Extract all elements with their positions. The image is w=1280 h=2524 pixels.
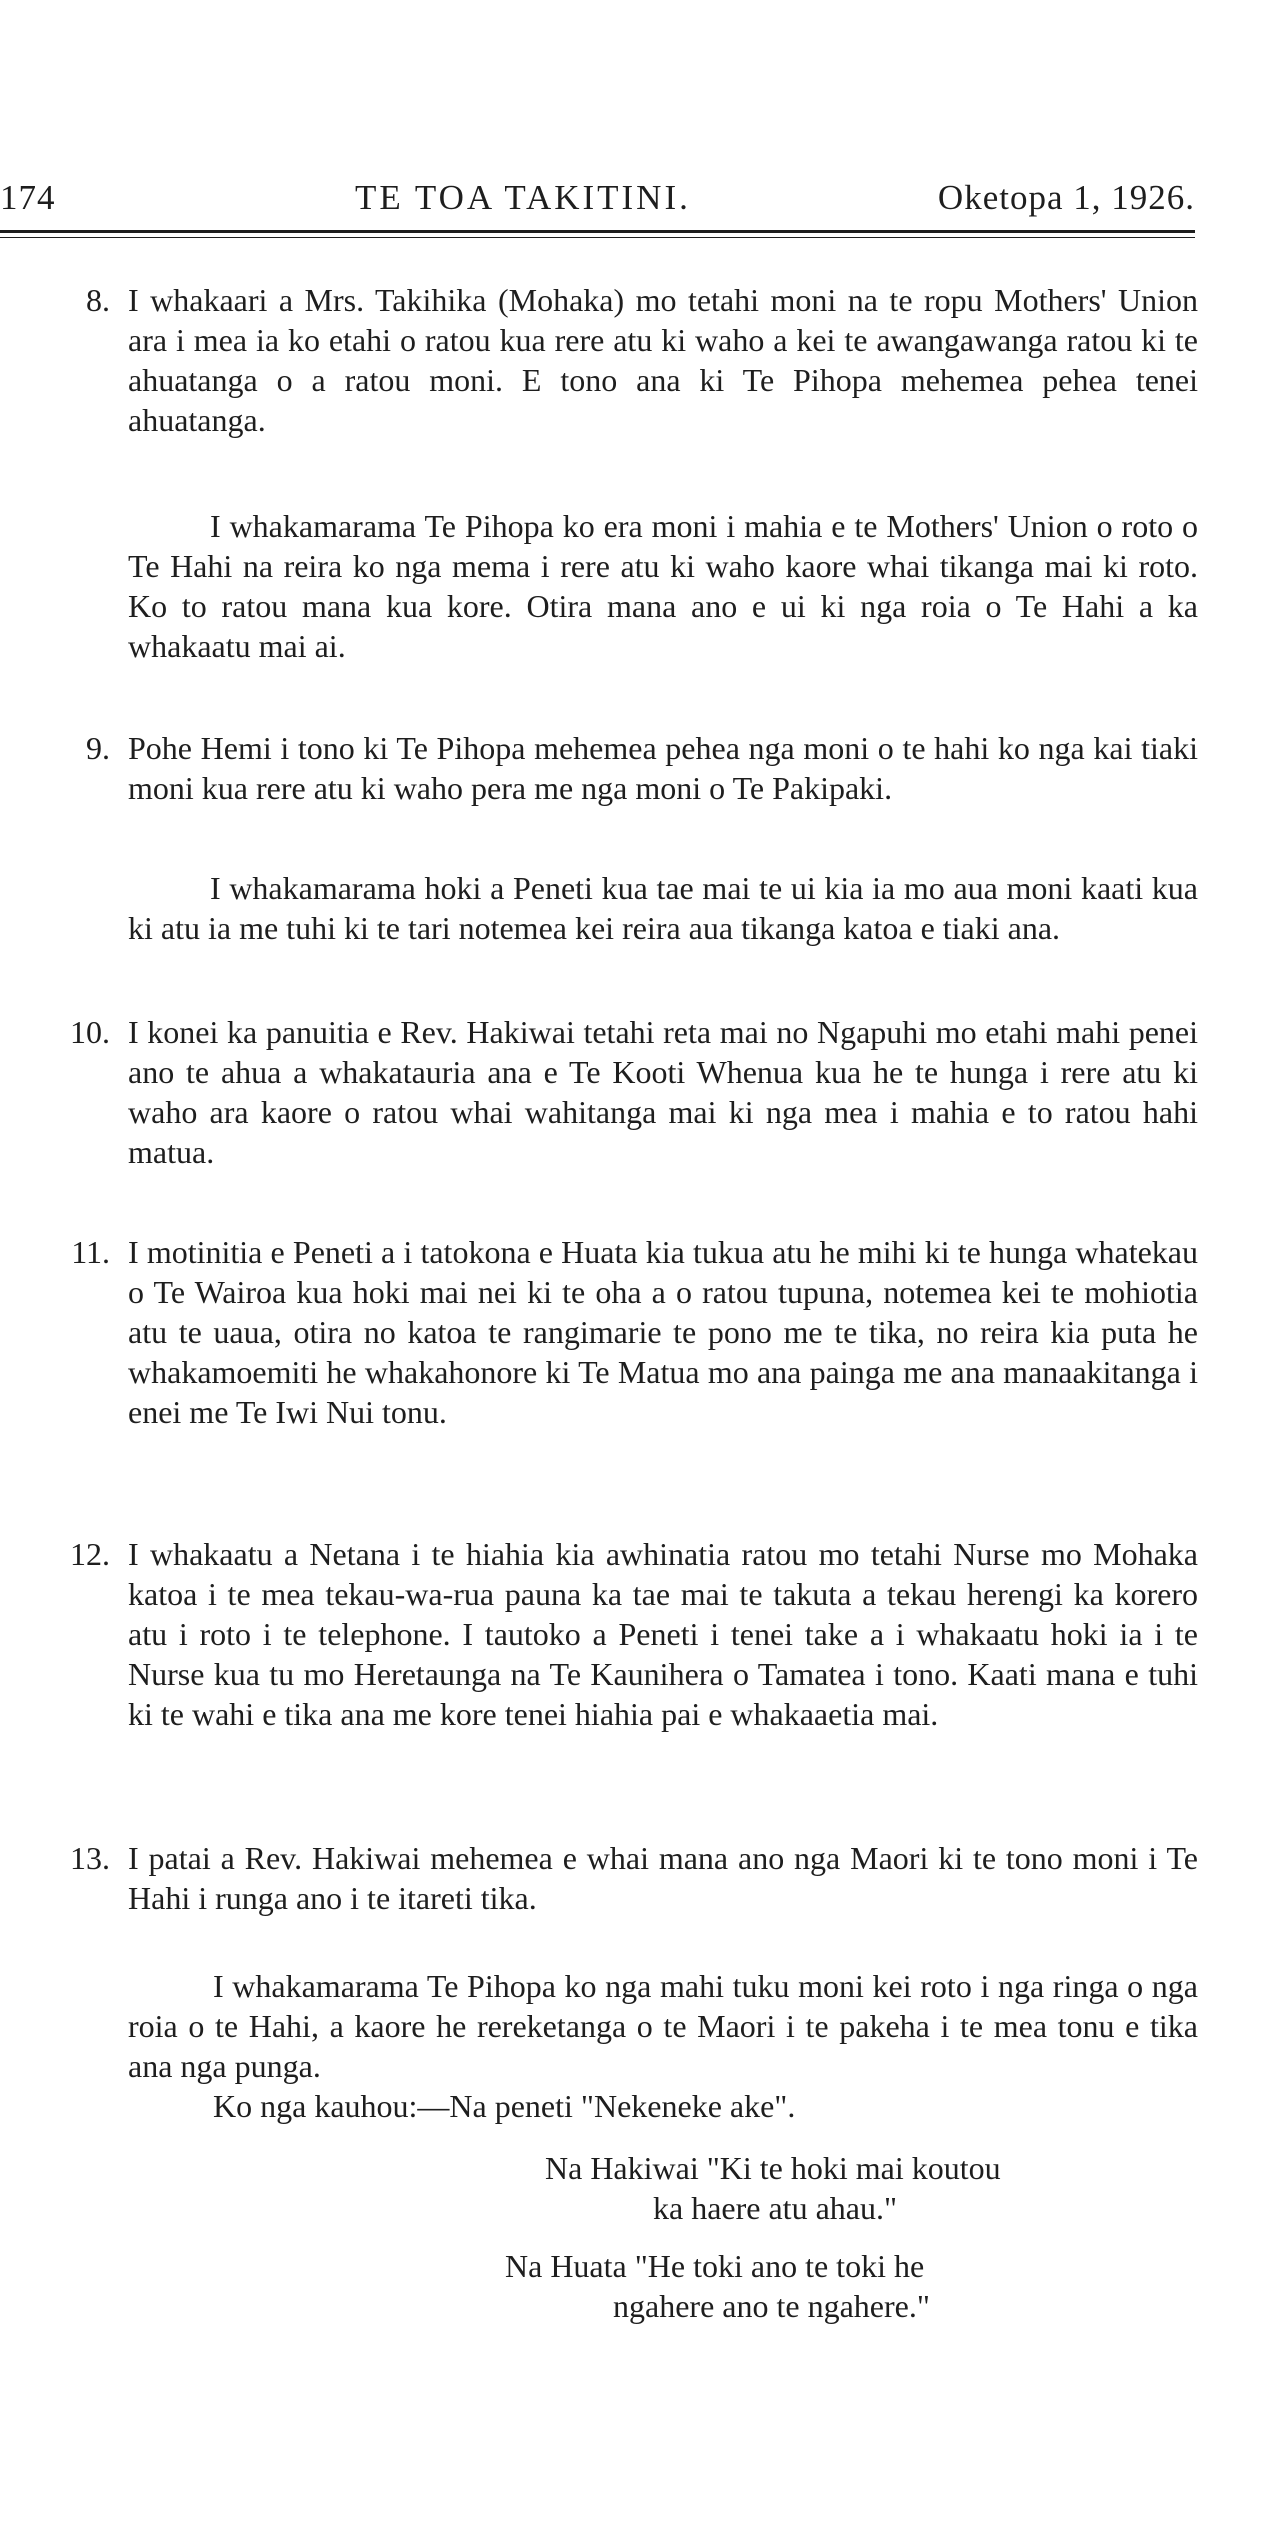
item-number: 8. <box>86 282 110 318</box>
issue-date: Oketopa 1, 1926. <box>937 178 1195 217</box>
quote-huata <box>505 2246 1205 2326</box>
quote-line-1: Na Hakiwai "Ki te hoki mai koutou <box>545 2150 1001 2186</box>
closing-section <box>128 1966 1198 2126</box>
item-text: Pohe Hemi i tono ki Te Pihopa mehemea pehea nga moni o te hahi ko nga kai tiaki moni kua rere atu ki waho pera me nga moni o Te Pakipaki. <box>128 730 1198 806</box>
quote-hakiwai <box>545 2148 1245 2228</box>
item-text: I patai a Rev. Hakiwai mehemea e whai mana ano nga Maori ki te tono moni i Te Hahi i runga ano i te itareti tika. <box>128 1840 1198 1916</box>
paragraph-text: I whakamarama hoki a Peneti kua tae mai te ui kia ia mo aua moni kaati kua ki atu ia me tuhi ki te tari notemea kei reira aua tikanga katoa e tiaki ana. <box>128 870 1198 946</box>
header-rule-thin <box>0 237 1195 238</box>
item-text: I whakaari a Mrs. Takihika (Mohaka) mo tetahi moni na te ropu Mothers' Union ara i mea ia ko etahi o ratou kua rere atu ki waho a kei te awangawanga ratou ki te ahuatanga o a ratou moni. E tono ana ki Te Pihopa mehemea pehea tenei ahuatanga. <box>128 282 1198 438</box>
header-rule-thick <box>0 230 1195 233</box>
minute-paragraph-8-reply <box>128 506 1198 666</box>
item-number: 11. <box>71 1234 110 1270</box>
publication-title: TE TOA TAKITINI. <box>355 178 691 217</box>
quote-line-2: ka haere atu ahau." <box>653 2190 898 2226</box>
item-text: I motinitia e Peneti a i tatokona e Huata kia tukua atu he mihi ki te hunga whatekau o Te Wairoa kua hoki mai nei ki te oha a o ratou tupuna, notemea kei te mohiotia atu te uaua, otira no katoa te rangimarie te pono me te tika, no reira kia puta he whakamoemiti he whakahonore ki Te Matua mo ana painga me ana manaakitanga i enei me Te Iwi Nui tonu. <box>128 1234 1198 1430</box>
item-number: 13. <box>70 1840 110 1876</box>
item-number: 10. <box>70 1014 110 1050</box>
item-number: 9. <box>86 730 110 766</box>
page-number: 174 <box>0 178 56 217</box>
quote-line-2: ngahere ano te ngahere." <box>613 2288 930 2324</box>
item-text: I whakaatu a Netana i te hiahia kia awhinatia ratou mo tetahi Nurse mo Mohaka katoa i te mea tekau-wa-rua pauna ka tae mai te takuta a tekau herengi ka korero atu i roto i te telephone. I tautoko a Peneti i tenei take a i whakaatu hoki ia i te Nurse kua tu mo Heretaunga na Te Kaunihera o Tamatea i tono. Kaati mana e tuhi ki te wahi e tika ana me kore tenei hiahia pai e whakaaetia mai. <box>128 1536 1198 1732</box>
item-text: I konei ka panuitia e Rev. Hakiwai tetahi reta mai no Ngapuhi mo etahi mahi penei ano te ahua a whakatauria ana e Te Kooti Whenua kua he te hunga i rere atu ki waho ara kaore o ratou whai wahitanga mai ki nga mea i mahia e to ratou hahi matua. <box>128 1014 1198 1170</box>
quote-line-1: Na Huata "He toki ano te toki he <box>505 2248 925 2284</box>
item-number: 12. <box>70 1536 110 1572</box>
hymns-line: Ko nga kauhou:—Na peneti "Nekeneke ake". <box>213 2088 796 2124</box>
paragraph-text: I whakamarama Te Pihopa ko era moni i mahia e te Mothers' Union o roto o Te Hahi na reira ko nga mema i rere atu ki waho kaore whai tikanga mai ki roto. Ko to ratou mana kua kore. Otira mana ano e ui ki nga roia o Te Hahi a ka whakaatu mai ai. <box>128 508 1198 664</box>
closing-paragraph: I whakamarama Te Pihopa ko nga mahi tuku moni kei roto i nga ringa o nga roia o te Hahi, a kaore he rereketanga o te Maori i te pakeha i te mea tonu e tika ana nga punga. <box>128 1968 1198 2084</box>
minute-paragraph-9-reply <box>128 868 1198 948</box>
page-header <box>0 178 1195 228</box>
